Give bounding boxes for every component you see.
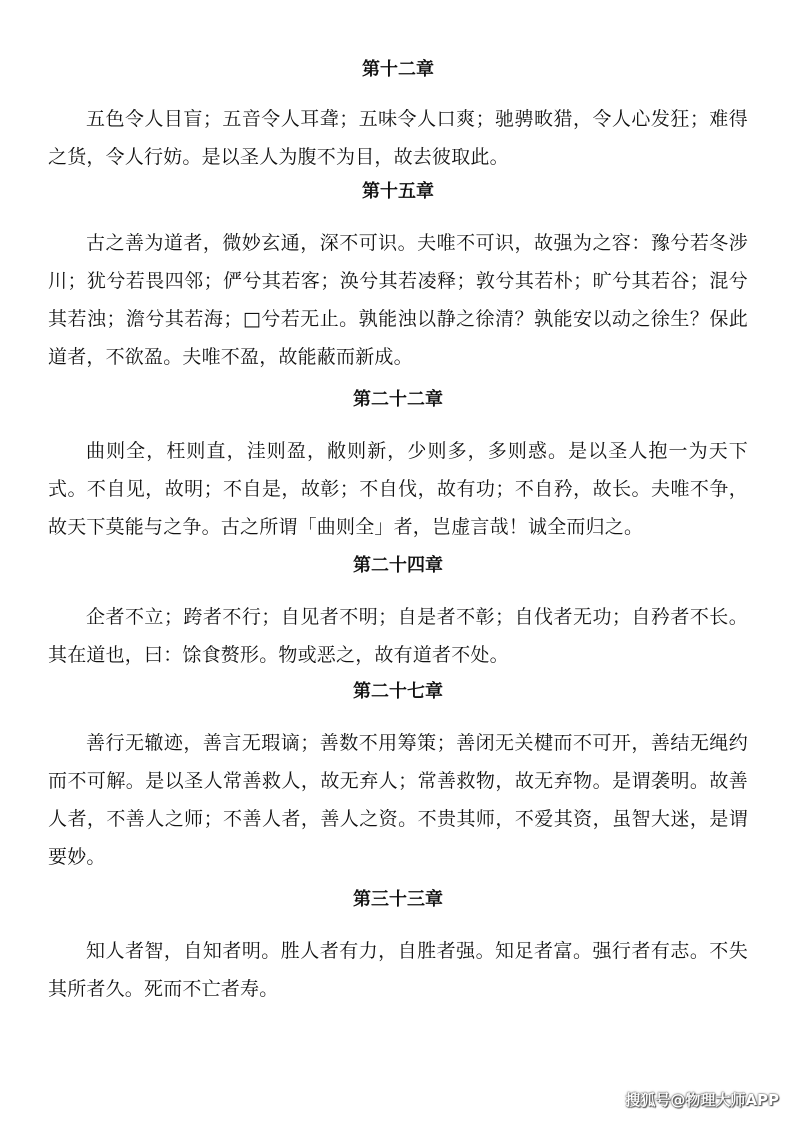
chapter-title: 第二十二章 [353,389,443,410]
chapter-title: 第三十三章 [353,889,443,910]
chapter-title: 第十二章 [362,59,434,80]
chapter-title: 第十五章 [362,181,434,202]
chapter-text: 曲则全，枉则直，洼则盈，敝则新，少则多，多则惑。是以圣人抱一为天下式。不自见，故明；不自是，故彰；不自伐，故有功；不自矜，故长。夫唯不争，故天下莫能与之争。古之所谓「曲则全」者，岂虚言哉！诚全而归之。 [48,440,748,538]
chapter-text: 知人者智，自知者明。胜人者有力，自胜者强。知足者富。强行者有志。不失其所者久。死而不亡者寿。 [48,940,748,1000]
chapter-text: 古之善为道者，微妙玄通，深不可识。夫唯不可识，故强为之容：豫兮若冬涉川；犹兮若畏四邻；俨兮其若客；涣兮其若凌释；敦兮其若朴；旷兮其若谷；混兮其若浊；澹兮其若海；□兮若无止。孰能浊以静之徐清？孰能安以动之徐生？保此道者，不欲盈。夫唯不盈，故能蔽而新成。 [48,232,748,368]
chapter-text: 五色令人目盲；五音令人耳聋；五味令人口爽；驰骋畋猎，令人心发狂；难得之货，令人行妨。是以圣人为腹不为目，故去彼取此。 [48,108,748,168]
chapter-24 [48,554,748,674]
chapter-27 [48,680,748,876]
chapter-15 [48,180,748,376]
chapter-title: 第二十七章 [353,681,443,702]
chapter-12 [48,58,748,176]
chapter-22 [48,388,748,546]
chapter-text: 善行无辙迹，善言无瑕谪；善数不用筹策；善闭无关楗而不可开，善结无绳约而不可解。是以圣人常善救人，故无弃人；常善救物，故无弃物。是谓袭明。故善人者，不善人之师；不善人者，善人之资。不贵其师，不爱其资，虽智大迷，是谓要妙。 [48,732,748,868]
watermark: 搜狐号@物理大师APP [625,1091,779,1109]
chapter-text: 企者不立；跨者不行；自见者不明；自是者不彰；自伐者无功；自矜者不长。其在道也，曰：馀食赘形。物或恶之，故有道者不处。 [48,606,748,666]
chapter-title: 第二十四章 [353,555,443,576]
chapter-33 [48,888,748,1008]
